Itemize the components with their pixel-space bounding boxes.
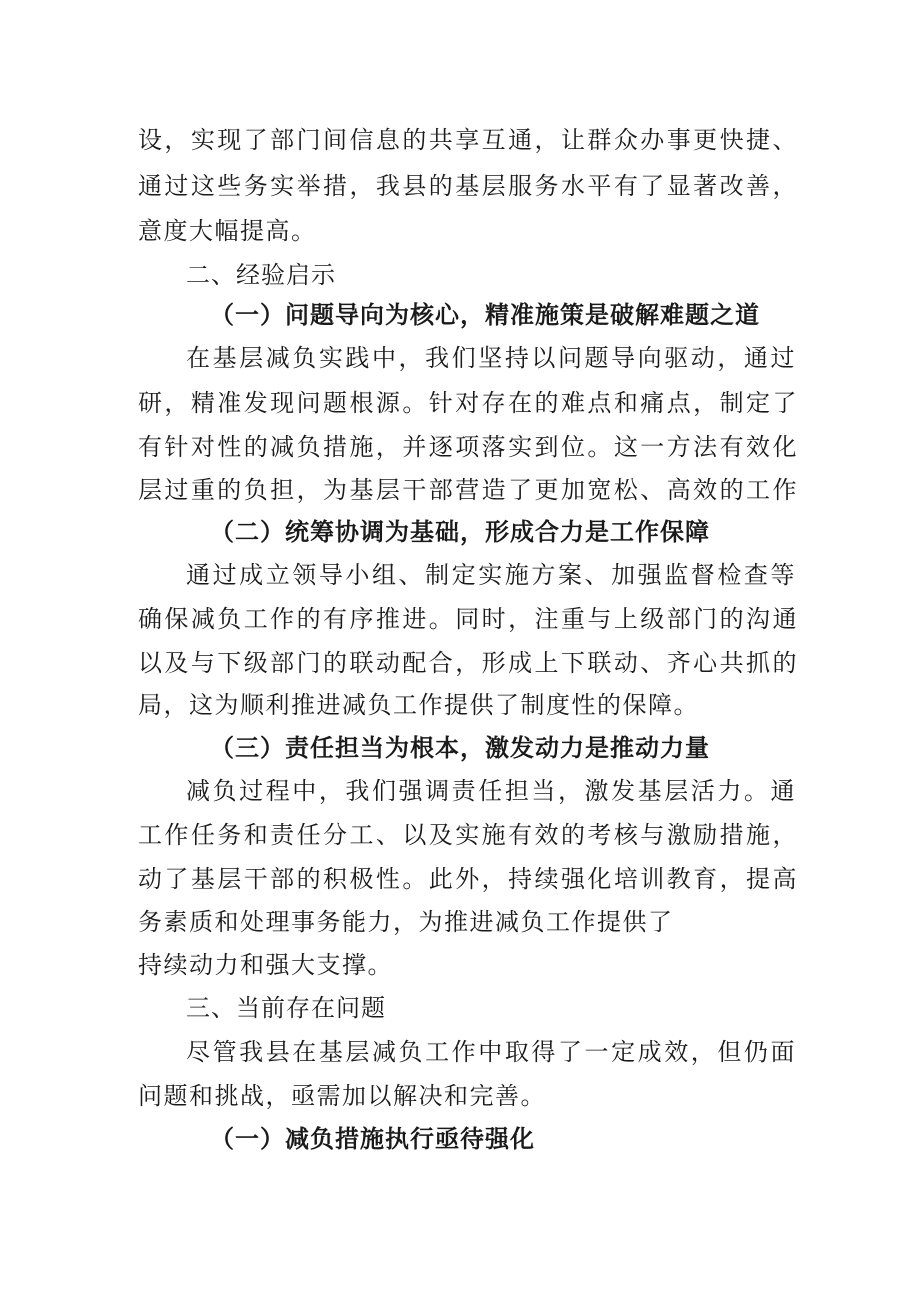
section-heading: 二、经验启示 [186,261,336,289]
section-heading: 三、当前存在问题 [186,994,386,1022]
body-line: 动了基层干部的积极性。此外，持续强化培训教育，提高 [138,865,798,893]
body-line: 确保减负工作的有序推进。同时，注重与上级部门的沟通 [138,605,798,633]
body-line: 工作任务和责任分工、以及实施有效的考核与激励措施， [138,821,798,849]
body-line: 研，精准发现问题根源。针对存在的难点和痛点，制定了 [138,389,798,417]
body-line: 问题和挑战，亟需加以解决和完善。 [138,1082,546,1110]
subsection-heading: （一）减负措施执行亟待强化 [210,1124,535,1153]
body-line: 以及与下级部门的联动配合，形成上下联动、齐心共抓的 [138,649,798,677]
paragraph-first-line: 在基层减负实践中，我们坚持以问题导向驱动，通过 [186,344,796,372]
body-line: 持续动力和强大支撑。 [138,951,393,979]
subsection-heading: （二）统筹协调为基础，形成合力是工作保障 [210,517,710,546]
body-line: 设，实现了部门间信息的共享互通，让群众办事更快捷、 [138,126,798,154]
paragraph-first-line: 减负过程中，我们强调责任担当，激发基层活力。通 [186,777,796,805]
body-line: 通过这些务实举措，我县的基层服务水平有了显著改善， [138,172,798,200]
paragraph-first-line: 尽管我县在基层减负工作中取得了一定成效，但仍面 [186,1038,796,1066]
paragraph-first-line: 通过成立领导小组、制定实施方案、加强监督检查等 [186,561,796,589]
body-line: 务素质和处理事务能力，为推进减负工作提供了 [138,908,674,936]
body-line: 意度大幅提高。 [138,217,317,245]
body-line: 层过重的负担，为基层干部营造了更加宽松、高效的工作 [138,476,798,504]
body-line: 局，这为顺利推进减负工作提供了制度性的保障。 [138,691,699,719]
subsection-heading: （一）问题导向为核心，精准施策是破解难题之道 [210,300,760,329]
subsection-heading: （三）责任担当为根本，激发动力是推动力量 [210,733,710,762]
body-line: 有针对性的减负措施，并逐项落实到位。这一方法有效化 [138,433,798,461]
